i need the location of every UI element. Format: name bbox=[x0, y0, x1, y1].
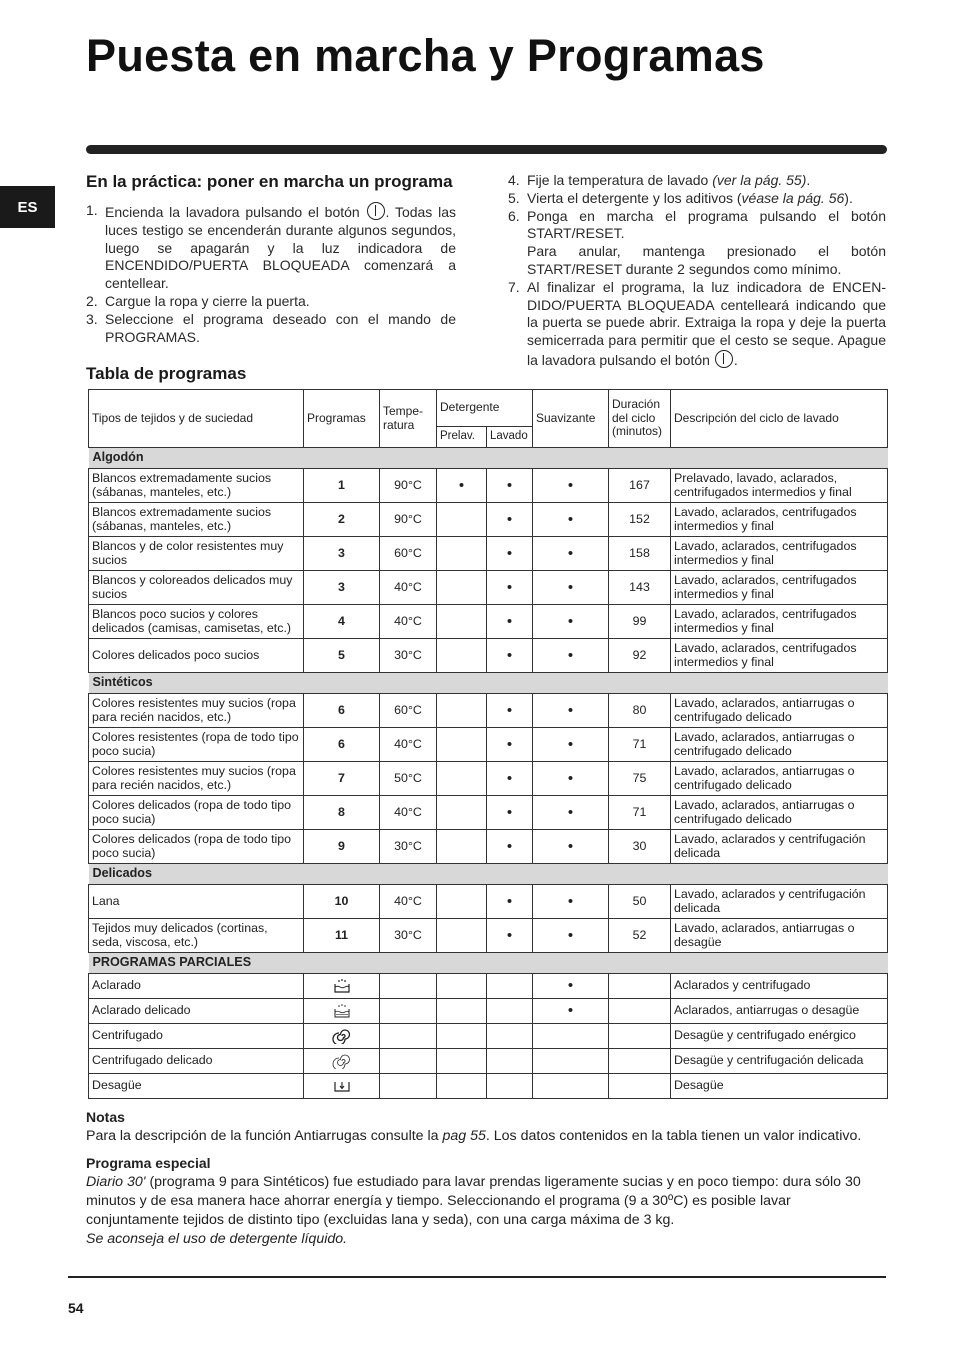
temperature-cell: 30°C bbox=[380, 639, 437, 673]
description-cell: Lavado, aclarados, antiarrugas o centrifugado delicado bbox=[671, 796, 888, 830]
wash-cell bbox=[487, 1074, 533, 1099]
temperature-cell: 30°C bbox=[380, 919, 437, 953]
header-fabric: Tipos de tejidos y de suciedad bbox=[89, 390, 304, 448]
softener-cell: • bbox=[533, 796, 609, 830]
softener-cell bbox=[533, 1074, 609, 1099]
header-prewash: Prelav. bbox=[437, 427, 487, 448]
duration-cell bbox=[609, 1049, 671, 1074]
temperature-cell: 30°C bbox=[380, 830, 437, 864]
step-6: 6. Ponga en marcha el programa pulsando el botón START/RESET. Para anular, mantenga presionado el botón START/RESET durante 2 segundos como mínimo. bbox=[508, 207, 886, 277]
softener-cell: • bbox=[533, 885, 609, 919]
power-icon bbox=[715, 350, 733, 368]
program-cell bbox=[304, 1074, 380, 1099]
program-cell: 9 bbox=[304, 830, 380, 864]
table-row bbox=[89, 762, 888, 796]
temperature-cell: 90°C bbox=[380, 503, 437, 537]
drain-icon bbox=[332, 1078, 352, 1092]
program-cell bbox=[304, 999, 380, 1024]
softener-cell: • bbox=[533, 605, 609, 639]
prewash-cell bbox=[437, 796, 487, 830]
notes-section bbox=[86, 1108, 886, 1249]
duration-cell: 50 bbox=[609, 885, 671, 919]
intro-right-column bbox=[508, 172, 886, 370]
duration-cell: 167 bbox=[609, 469, 671, 503]
fabric-cell: Tejidos muy delicados (cortinas, seda, viscosa, etc.) bbox=[89, 919, 304, 953]
wash-cell: • bbox=[487, 885, 533, 919]
duration-cell bbox=[609, 974, 671, 999]
header-detergent: Detergente bbox=[437, 390, 533, 427]
description-cell: Desagüe bbox=[671, 1074, 888, 1099]
table-row bbox=[89, 830, 888, 864]
temperature-cell: 90°C bbox=[380, 469, 437, 503]
duration-cell: 152 bbox=[609, 503, 671, 537]
rinse-icon bbox=[332, 978, 352, 992]
prewash-cell bbox=[437, 1074, 487, 1099]
temperature-cell bbox=[380, 1049, 437, 1074]
wash-cell bbox=[487, 1049, 533, 1074]
temperature-cell bbox=[380, 999, 437, 1024]
prewash-cell bbox=[437, 974, 487, 999]
prewash-cell bbox=[437, 694, 487, 728]
description-cell: Lavado, aclarados, antiarrugas o desagüe bbox=[671, 919, 888, 953]
duration-cell: 30 bbox=[609, 830, 671, 864]
table-row bbox=[89, 503, 888, 537]
table-row bbox=[89, 1074, 888, 1099]
program-cell: 5 bbox=[304, 639, 380, 673]
description-cell: Aclarados y centrifugado bbox=[671, 974, 888, 999]
header-temperature: Tempe-ratura bbox=[380, 390, 437, 448]
wash-cell bbox=[487, 1024, 533, 1049]
softener-cell: • bbox=[533, 537, 609, 571]
program-cell: 1 bbox=[304, 469, 380, 503]
table-row bbox=[89, 605, 888, 639]
prewash-cell bbox=[437, 1024, 487, 1049]
fabric-cell: Centrifugado bbox=[89, 1024, 304, 1049]
group-row bbox=[89, 673, 888, 694]
duration-cell bbox=[609, 1074, 671, 1099]
fabric-cell: Blancos extremadamente sucios (sábanas, manteles, etc.) bbox=[89, 469, 304, 503]
prewash-cell bbox=[437, 503, 487, 537]
page-number: 54 bbox=[68, 1300, 84, 1316]
fabric-cell: Lana bbox=[89, 885, 304, 919]
program-cell: 3 bbox=[304, 571, 380, 605]
wash-cell bbox=[487, 974, 533, 999]
softener-cell: • bbox=[533, 974, 609, 999]
wash-cell: • bbox=[487, 537, 533, 571]
description-cell: Lavado, aclarados, antiarrugas o centrifugado delicado bbox=[671, 728, 888, 762]
description-cell: Desagüe y centrifugación delicada bbox=[671, 1049, 888, 1074]
softener-cell: • bbox=[533, 919, 609, 953]
prewash-cell bbox=[437, 571, 487, 605]
duration-cell: 99 bbox=[609, 605, 671, 639]
intro-left-column bbox=[86, 172, 456, 346]
group-label: PROGRAMAS PARCIALES bbox=[89, 953, 888, 974]
wash-cell: • bbox=[487, 796, 533, 830]
softener-cell: • bbox=[533, 830, 609, 864]
table-row bbox=[89, 1024, 888, 1049]
description-cell: Lavado, aclarados, antiarrugas o centrifugado delicado bbox=[671, 762, 888, 796]
table-row bbox=[89, 885, 888, 919]
fabric-cell: Colores resistentes (ropa de todo tipo poco sucia) bbox=[89, 728, 304, 762]
fabric-cell: Blancos y de color resistentes muy sucios bbox=[89, 537, 304, 571]
program-cell: 11 bbox=[304, 919, 380, 953]
programs-table bbox=[88, 389, 888, 1099]
duration-cell bbox=[609, 999, 671, 1024]
header-programs: Programas bbox=[304, 390, 380, 448]
header-wash: Lavado bbox=[487, 427, 533, 448]
program-cell: 7 bbox=[304, 762, 380, 796]
fabric-cell: Aclarado delicado bbox=[89, 999, 304, 1024]
description-cell: Desagüe y centrifugado enérgico bbox=[671, 1024, 888, 1049]
table-row bbox=[89, 1049, 888, 1074]
special-heading: Programa especial bbox=[86, 1155, 211, 1171]
table-row bbox=[89, 919, 888, 953]
prewash-cell bbox=[437, 999, 487, 1024]
step-7: 7. Al finalizar el programa, la luz indicadora de ENCEN-DIDO/PUERTA BLOQUEADA centelleará indicando que la puerta se puede abrir. Extraiga la ropa y deje la puerta semicerrada para permitir que el cesto se seque. Apague la lavadora pulsando el botón . bbox=[508, 278, 886, 368]
table-row bbox=[89, 974, 888, 999]
table-row bbox=[89, 999, 888, 1024]
prewash-cell bbox=[437, 537, 487, 571]
group-row bbox=[89, 864, 888, 885]
duration-cell: 92 bbox=[609, 639, 671, 673]
wash-cell: • bbox=[487, 830, 533, 864]
description-cell: Lavado, aclarados, centrifugados intermedios y final bbox=[671, 605, 888, 639]
group-label: Delicados bbox=[89, 864, 888, 885]
program-cell: 6 bbox=[304, 728, 380, 762]
duration-cell: 52 bbox=[609, 919, 671, 953]
softener-cell: • bbox=[533, 639, 609, 673]
table-row bbox=[89, 728, 888, 762]
temperature-cell bbox=[380, 974, 437, 999]
page-title: Puesta en marcha y Programas bbox=[86, 30, 765, 81]
table-row bbox=[89, 796, 888, 830]
wash-cell: • bbox=[487, 503, 533, 537]
spin-icon bbox=[332, 1028, 352, 1042]
notes-text: Para la descripción de la función Antiarrugas consulte la pag 55. Los datos contenidos en la tabla tienen un valor indicativo. bbox=[86, 1128, 862, 1144]
description-cell: Prelavado, lavado, aclarados, centrifugados intermedios y final bbox=[671, 469, 888, 503]
language-tab: ES bbox=[0, 186, 55, 228]
fabric-cell: Colores delicados (ropa de todo tipo poco sucia) bbox=[89, 796, 304, 830]
step-2: 2. Cargue la ropa y cierre la puerta. bbox=[86, 292, 310, 309]
wash-cell: • bbox=[487, 571, 533, 605]
program-cell: 3 bbox=[304, 537, 380, 571]
temperature-cell bbox=[380, 1074, 437, 1099]
description-cell: Lavado, aclarados y centrifugación delicada bbox=[671, 885, 888, 919]
step-5: 5. Vierta el detergente y los aditivos (véase la pág. 56). bbox=[508, 189, 853, 206]
description-cell: Lavado, aclarados, centrifugados intermedios y final bbox=[671, 571, 888, 605]
wash-cell: • bbox=[487, 469, 533, 503]
description-cell: Lavado, aclarados y centrifugación delicada bbox=[671, 830, 888, 864]
header-softener: Suavizante bbox=[533, 390, 609, 448]
group-row bbox=[89, 448, 888, 469]
fabric-cell: Colores delicados (ropa de todo tipo poco sucia) bbox=[89, 830, 304, 864]
table-header-row bbox=[89, 390, 888, 427]
softener-cell: • bbox=[533, 728, 609, 762]
temperature-cell bbox=[380, 1024, 437, 1049]
intro-heading: En la práctica: poner en marcha un programa bbox=[86, 172, 453, 191]
group-label: Algodón bbox=[89, 448, 888, 469]
title-rule bbox=[86, 145, 887, 154]
table-row bbox=[89, 639, 888, 673]
bottom-rule bbox=[68, 1276, 886, 1278]
description-cell: Lavado, aclarados, centrifugados intermedios y final bbox=[671, 503, 888, 537]
wash-cell bbox=[487, 999, 533, 1024]
program-cell: 10 bbox=[304, 885, 380, 919]
prewash-cell bbox=[437, 1049, 487, 1074]
temperature-cell: 40°C bbox=[380, 885, 437, 919]
prewash-cell bbox=[437, 919, 487, 953]
wash-cell: • bbox=[487, 694, 533, 728]
temperature-cell: 40°C bbox=[380, 571, 437, 605]
description-cell: Aclarados, antiarrugas o desagüe bbox=[671, 999, 888, 1024]
description-cell: Lavado, aclarados, centrifugados intermedios y final bbox=[671, 537, 888, 571]
description-cell: Lavado, aclarados, antiarrugas o centrifugado delicado bbox=[671, 694, 888, 728]
fabric-cell: Centrifugado delicado bbox=[89, 1049, 304, 1074]
temperature-cell: 60°C bbox=[380, 537, 437, 571]
program-cell: 2 bbox=[304, 503, 380, 537]
softener-cell bbox=[533, 1024, 609, 1049]
duration-cell: 158 bbox=[609, 537, 671, 571]
prewash-cell bbox=[437, 605, 487, 639]
temperature-cell: 50°C bbox=[380, 762, 437, 796]
group-label: Sintéticos bbox=[89, 673, 888, 694]
fabric-cell: Blancos poco sucios y colores delicados (camisas, camisetas, etc.) bbox=[89, 605, 304, 639]
table-body bbox=[89, 448, 888, 1099]
wash-cell: • bbox=[487, 762, 533, 796]
description-cell: Lavado, aclarados, centrifugados intermedios y final bbox=[671, 639, 888, 673]
wash-cell: • bbox=[487, 919, 533, 953]
fabric-cell: Desagüe bbox=[89, 1074, 304, 1099]
softener-cell bbox=[533, 1049, 609, 1074]
program-cell bbox=[304, 1024, 380, 1049]
fabric-cell: Colores delicados poco sucios bbox=[89, 639, 304, 673]
fabric-cell: Blancos y coloreados delicados muy sucios bbox=[89, 571, 304, 605]
program-cell: 4 bbox=[304, 605, 380, 639]
softener-cell: • bbox=[533, 469, 609, 503]
delicate-spin-icon bbox=[332, 1053, 352, 1067]
fabric-cell: Aclarado bbox=[89, 974, 304, 999]
prewash-cell: • bbox=[437, 469, 487, 503]
table-row bbox=[89, 537, 888, 571]
wash-cell: • bbox=[487, 728, 533, 762]
temperature-cell: 40°C bbox=[380, 796, 437, 830]
temperature-cell: 40°C bbox=[380, 728, 437, 762]
table-row bbox=[89, 469, 888, 503]
softener-cell: • bbox=[533, 503, 609, 537]
softener-cell: • bbox=[533, 694, 609, 728]
program-cell bbox=[304, 974, 380, 999]
power-icon bbox=[367, 202, 385, 220]
header-description: Descripción del ciclo de lavado bbox=[671, 390, 888, 448]
temperature-cell: 40°C bbox=[380, 605, 437, 639]
notes-heading: Notas bbox=[86, 1109, 125, 1125]
duration-cell bbox=[609, 1024, 671, 1049]
program-cell: 6 bbox=[304, 694, 380, 728]
softener-cell: • bbox=[533, 999, 609, 1024]
prewash-cell bbox=[437, 728, 487, 762]
steps-list-left bbox=[86, 202, 456, 346]
table-heading: Tabla de programas bbox=[86, 364, 247, 383]
prewash-cell bbox=[437, 830, 487, 864]
fabric-cell: Colores resistentes muy sucios (ropa para recién nacidos, etc.) bbox=[89, 694, 304, 728]
step-3: 3. Seleccione el programa deseado con el mando de PROGRAMAS. bbox=[86, 310, 456, 345]
program-cell bbox=[304, 1049, 380, 1074]
steps-list-right bbox=[508, 172, 886, 370]
prewash-cell bbox=[437, 639, 487, 673]
delicate-rinse-icon bbox=[332, 1003, 352, 1017]
fabric-cell: Colores resistentes muy sucios (ropa para recién nacidos, etc.) bbox=[89, 762, 304, 796]
duration-cell: 71 bbox=[609, 796, 671, 830]
duration-cell: 75 bbox=[609, 762, 671, 796]
prewash-cell bbox=[437, 885, 487, 919]
table-row bbox=[89, 694, 888, 728]
step-4: 4. Fije la temperatura de lavado (ver la pág. 55). bbox=[508, 172, 811, 188]
header-duration: Duración del ciclo (minutos) bbox=[609, 390, 671, 448]
temperature-cell: 60°C bbox=[380, 694, 437, 728]
special-text: Diario 30' (programa 9 para Sintéticos) fue estudiado para lavar prendas ligeramente sucias y en poco tiempo: dura sólo 30 minutos y de esa manera hace ahorrar energía y tiempo. Seleccionando el programa (9 a 30ºC) es posible lavar conjuntamente tejidos de distinto tipo (excluidas lana y seda), con una carga máxima de 3 kg. Se aconseja el uso de detergente líquido. bbox=[86, 1174, 861, 1247]
softener-cell: • bbox=[533, 762, 609, 796]
wash-cell: • bbox=[487, 639, 533, 673]
duration-cell: 71 bbox=[609, 728, 671, 762]
duration-cell: 143 bbox=[609, 571, 671, 605]
wash-cell: • bbox=[487, 605, 533, 639]
duration-cell: 80 bbox=[609, 694, 671, 728]
program-cell: 8 bbox=[304, 796, 380, 830]
prewash-cell bbox=[437, 762, 487, 796]
softener-cell: • bbox=[533, 571, 609, 605]
fabric-cell: Blancos extremadamente sucios (sábanas, manteles, etc.) bbox=[89, 503, 304, 537]
table-row bbox=[89, 571, 888, 605]
group-row bbox=[89, 953, 888, 974]
step-1: 1. Encienda la lavadora pulsando el botón . Todas las luces testigo se encenderán durante algunos segundos, luego se apagarán y la luz indicadora de ENCENDIDO/PUERTA BLOQUEADA comenzará a centellear. bbox=[86, 202, 456, 292]
